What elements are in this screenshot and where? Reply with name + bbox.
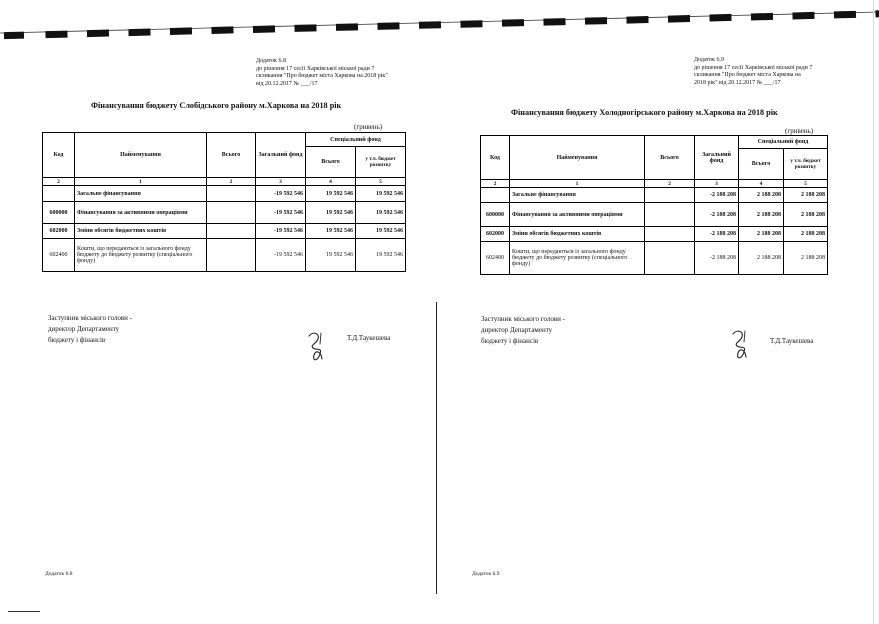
cell-name: Загальне фінансування [510,188,645,203]
cell-total [645,242,695,275]
page-edge [873,0,874,624]
addendum-line: від 20.12.2017 № ___/17 [256,80,318,87]
signatory-line: директор Департаменту [481,326,553,334]
cell-name: Фінансування за активними операціями [75,202,207,224]
addendum-note [694,57,812,87]
table-row [43,239,406,272]
addendum-line: до рішення 17 сесії Харківської міської ради 7 [694,64,813,71]
signatory-block [481,314,565,347]
cell-total [207,224,256,239]
financing-table [42,132,406,272]
cell-development-budget: 19 592 546 [356,186,406,202]
handwritten-signature [730,328,752,362]
footer-label: Додаток 6.9 [472,571,500,577]
header-general-fund: Загальний фонд [695,136,739,180]
column-index: 5 [784,180,828,188]
cell-development-budget: 19 592 546 [356,224,406,239]
cell-general-fund: -19 592 546 [256,202,306,224]
cell-code: 602000 [481,227,510,242]
scan-dash [875,10,879,18]
cell-special-fund: 2 188 208 [739,203,784,227]
cell-general-fund: -19 592 546 [256,224,306,239]
column-index: 2 [207,178,256,186]
column-index-row [43,178,406,186]
column-index: 2 [481,180,510,188]
header-code: Код [481,136,510,180]
cell-name: Кошти, що передаються із загального фонду бюджету до бюджету розвитку (спеціального фонду) [75,239,207,272]
cell-code: 600000 [481,203,510,227]
header-special-fund: Спеціальний фонд [306,133,406,147]
cell-name: Фінансування за активними операціями [510,203,645,227]
column-index: 1 [75,178,207,186]
cell-special-fund: 19 592 546 [306,186,356,202]
cell-code [481,188,510,203]
header-special-fund: Спеціальний фонд [739,136,828,149]
signatory-line: Заступник міського голови - [48,314,132,322]
table-row [481,188,828,203]
cell-code [43,186,75,202]
addendum-line: Додаток 6.9 [694,57,724,63]
column-index-row [481,180,828,188]
cell-code: 600000 [43,202,75,224]
column-index: 3 [695,180,739,188]
column-index: 1 [510,180,645,188]
cell-name: Кошти, що передаються із загального фонду бюджету до бюджету розвитку (спеціального фонду) [510,242,645,275]
cell-name: Загальне фінансування [75,186,207,202]
cell-general-fund: -2 188 208 [695,203,739,227]
column-index: 3 [256,178,306,186]
cell-development-budget: 2 188 208 [784,188,828,203]
header-development-budget: у т.ч. бюджет розвитку [356,147,406,178]
header-total: Всього [645,136,695,180]
cell-code: 602400 [481,242,510,275]
document-page-right [437,0,873,624]
addendum-line: Додаток 6.8 [256,58,286,64]
table-row [43,186,406,202]
cell-general-fund: -19 592 546 [256,186,306,202]
signatory-line: директор Департаменту [48,325,120,333]
column-index: 5 [356,178,406,186]
cell-total [207,186,256,202]
addendum-line: скликання "Про бюджет міста Харкова на [694,72,801,79]
signatory-line: бюджету і фінансів [481,337,539,345]
units-label: (гривень) [785,127,814,135]
cell-total [207,202,256,224]
cell-development-budget: 2 188 208 [784,242,828,275]
cell-general-fund: -2 188 208 [695,227,739,242]
cell-total [645,227,695,242]
cell-total [645,203,695,227]
cell-special-fund: 2 188 208 [739,242,784,275]
cell-special-fund: 2 188 208 [739,188,784,203]
cell-special-fund: 19 592 546 [306,239,356,272]
units-label: (гривень) [354,123,383,131]
cell-name: Зміни обсягів бюджетних коштів [75,224,207,239]
header-name: Найменування [75,133,207,178]
financing-table [480,135,828,275]
cell-code: 602400 [43,239,75,272]
signatory-block [48,313,132,346]
cell-name: Зміни обсягів бюджетних коштів [510,227,645,242]
column-index: 2 [43,178,75,186]
footer-label: Додаток 6.8 [45,571,73,577]
table-row [481,203,828,227]
table-row [481,242,828,275]
header-special-total: Всього [306,147,356,178]
cell-development-budget: 2 188 208 [784,203,828,227]
handwritten-signature [306,330,328,364]
table-row [43,224,406,239]
table-row [43,202,406,224]
signatory-line: бюджету і фінансів [48,336,106,344]
addendum-line: до рішення 17 сесії Харківської міської ради 7 [256,65,375,72]
table-row [481,227,828,242]
cell-special-fund: 2 188 208 [739,227,784,242]
document-page-left [0,0,436,624]
column-index: 4 [739,180,784,188]
signer-name: Т.Д.Таукешева [347,334,391,342]
cell-general-fund: -2 188 208 [695,242,739,275]
header-total: Всього [207,133,256,178]
header-code: Код [43,133,75,178]
cell-total [207,239,256,272]
header-general-fund: Загальний фонд [256,133,306,178]
document-title: Фінансування бюджету Слобідського району м.Харкова на 2018 рік [91,101,342,110]
header-special-total: Всього [739,149,784,180]
cell-code: 602000 [43,224,75,239]
signer-name: Т.Д.Таукешева [770,337,814,345]
column-index: 2 [645,180,695,188]
addendum-line: 2018 рік" від 20.12.2017 № ___/17 [694,79,781,86]
cell-general-fund: -2 188 208 [695,188,739,203]
header-development-budget: у т.ч. бюджет розвитку [784,149,828,180]
cell-development-budget: 2 188 208 [784,227,828,242]
cell-special-fund: 19 592 546 [306,202,356,224]
addendum-note [256,58,388,88]
cell-total [645,188,695,203]
cell-development-budget: 19 592 546 [356,239,406,272]
cell-development-budget: 19 592 546 [356,202,406,224]
addendum-line: скликання "Про бюджет міста Харкова на 2018 рік" [256,73,388,80]
column-index: 4 [306,178,356,186]
header-name: Найменування [510,136,645,180]
signatory-line: Заступник міського голови - [481,315,565,323]
cell-general-fund: -19 592 546 [256,239,306,272]
document-title: Фінансування бюджету Холодногірського району м.Харкова на 2018 рік [511,108,778,117]
cell-special-fund: 19 592 546 [306,224,356,239]
